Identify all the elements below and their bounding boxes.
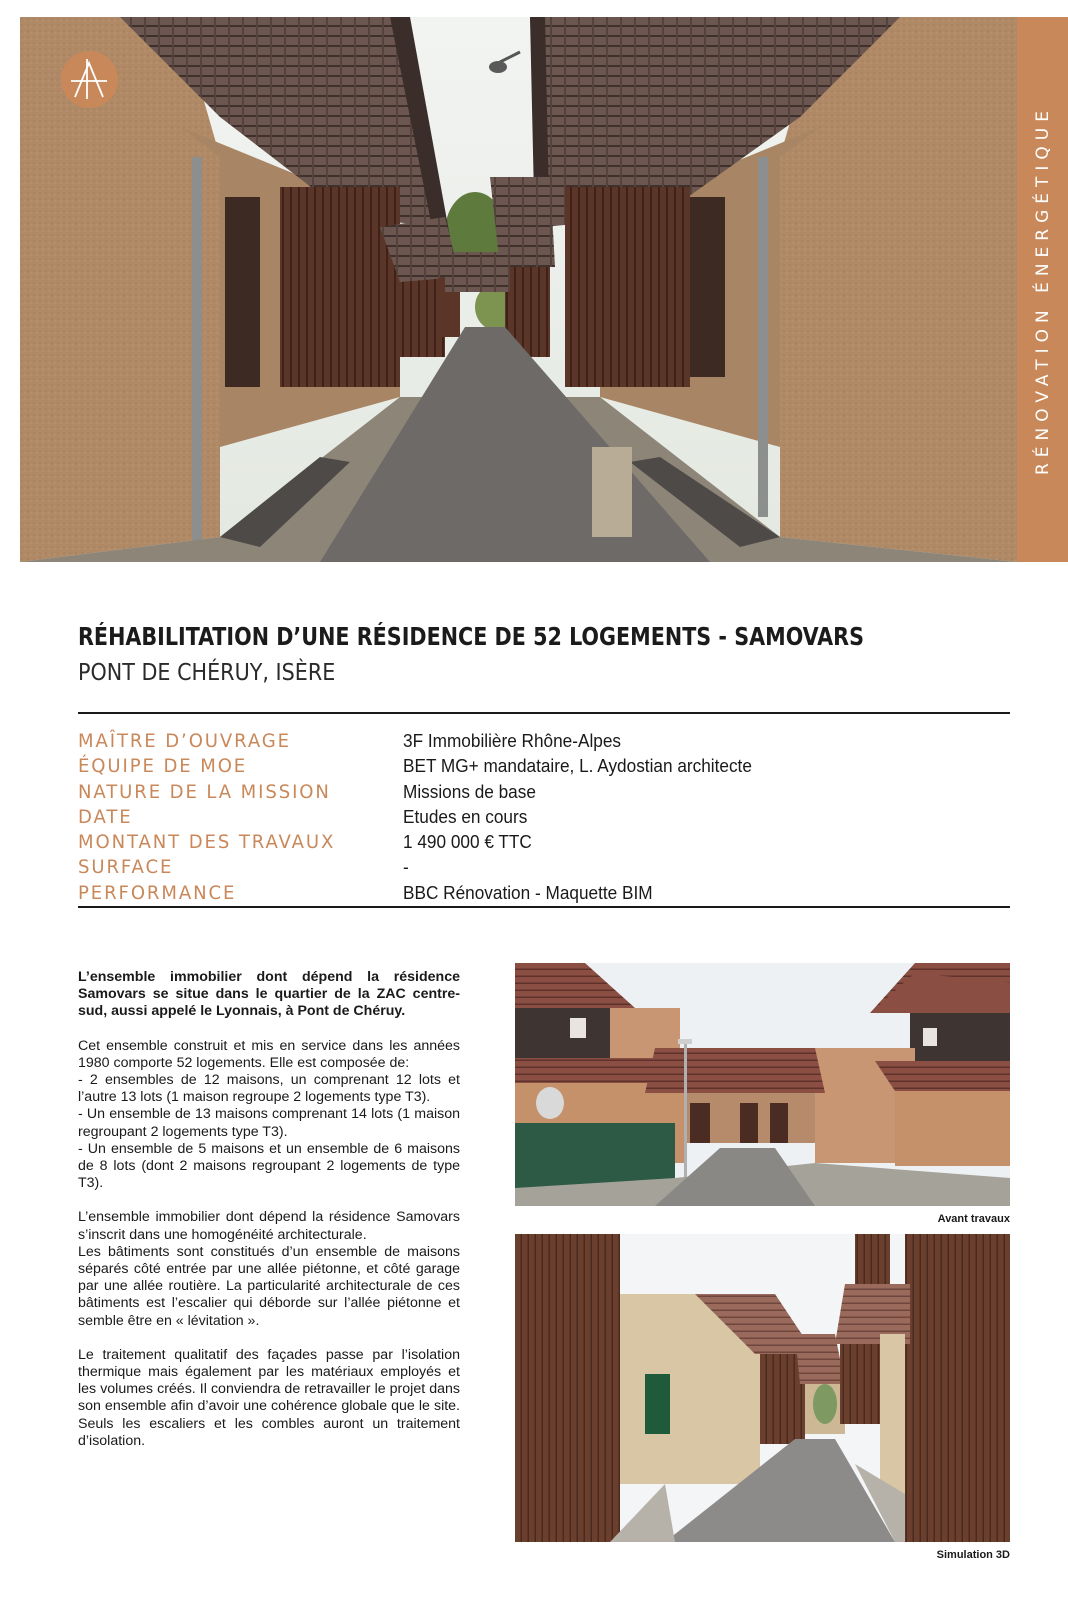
lead-paragraph: L’ensemble immobilier dont dépend la résidence Samovars se situe dans le quartier de la ZAC centre-sud, aussi appelé le Lyonnais, à Pont de Chéruy. <box>78 969 460 1020</box>
info-value: - <box>403 856 409 878</box>
paragraph-treatment: Le traitement qualitatif des façades passe par l’isolation thermique mais également par les matériaux employés et les volumes créés. Il conviendra de retravailler le projet dans son ensemble afin d’avoir une cohérence globale que le site. Seuls les escaliers et les combles auront un traitement d’isolation. <box>78 1346 460 1449</box>
info-value: BBC Rénovation - Maquette BIM <box>403 881 653 903</box>
list-item: - Un ensemble de 13 maisons comprenant 14 lots (1 maison regroupant 2 logements type T3). <box>78 1106 460 1140</box>
paragraph-line: Les bâtiments sont constitués d’un ensemble de maisons séparés côté entrée par une allée piétonne, et côté garage par une allée routière. La particularité architecturale de ces bâtiments est l’escalier qui déborde sur l’allée piétonne et semble être en « lévitation ». <box>78 1243 460 1329</box>
info-row <box>78 831 1010 856</box>
info-label: PERFORMANCE <box>78 881 237 904</box>
caption-simulation: Simulation 3D <box>936 1549 1010 1561</box>
info-label: SURFACE <box>78 856 174 879</box>
info-row <box>78 755 1010 780</box>
info-label: ÉQUIPE DE MOE <box>78 755 248 778</box>
paragraph-composition <box>78 1038 460 1193</box>
info-value: BET MG+ mandataire, L. Aydostian architecte <box>403 755 752 777</box>
info-row <box>78 730 1010 755</box>
info-value: 3F Immobilière Rhône-Alpes <box>403 730 622 751</box>
info-row <box>78 806 1010 831</box>
info-value: Missions de base <box>403 780 536 802</box>
info-label: MAÎTRE D’OUVRAGE <box>78 730 291 752</box>
category-band <box>1017 17 1068 562</box>
hero-photo <box>20 17 1017 562</box>
paragraph-intro: Cet ensemble construit et mis en service dans les années 1980 comporte 52 logements. Elle est composée de: <box>78 1037 460 1071</box>
photo-before-works <box>515 963 1010 1206</box>
list-item: - 2 ensembles de 12 maisons, un comprenant 12 lots et l’autre 13 lots (1 maison regroupe 2 logements type T3). <box>78 1072 460 1106</box>
info-label: NATURE DE LA MISSION <box>78 780 331 803</box>
caption-before: Avant travaux <box>937 1213 1010 1225</box>
page-title: RÉHABILITATION D’UNE RÉSIDENCE DE 52 LOGEMENTS - SAMOVARS <box>78 622 864 651</box>
logo-icon <box>61 51 118 108</box>
project-info <box>78 730 1010 907</box>
info-row <box>78 856 1010 881</box>
info-value: 1 490 000 € TTC <box>403 831 532 853</box>
info-row <box>78 882 1010 907</box>
info-label: DATE <box>78 805 133 828</box>
divider-bottom <box>78 906 1010 908</box>
info-value: Etudes en cours <box>403 805 528 827</box>
body-text <box>78 969 460 1467</box>
info-row <box>78 781 1010 806</box>
paragraph-line: L’ensemble immobilier dont dépend la résidence Samovars s’inscrit dans une homogénéité architecturale. <box>78 1209 460 1243</box>
paragraph-architecture <box>78 1209 460 1329</box>
photo-simulation-3d <box>515 1234 1010 1542</box>
info-label: MONTANT DES TRAVAUX <box>78 831 336 854</box>
category-label: RÉNOVATION ÉNERGÉTIQUE <box>1032 104 1053 475</box>
divider-top <box>78 712 1010 714</box>
list-item: - Un ensemble de 5 maisons et un ensemble de 6 maisons de 8 lots (dont 2 maisons regroupant 2 logements de type T3). <box>78 1140 460 1192</box>
page-subtitle: PONT DE CHÉRUY, ISÈRE <box>78 660 336 686</box>
